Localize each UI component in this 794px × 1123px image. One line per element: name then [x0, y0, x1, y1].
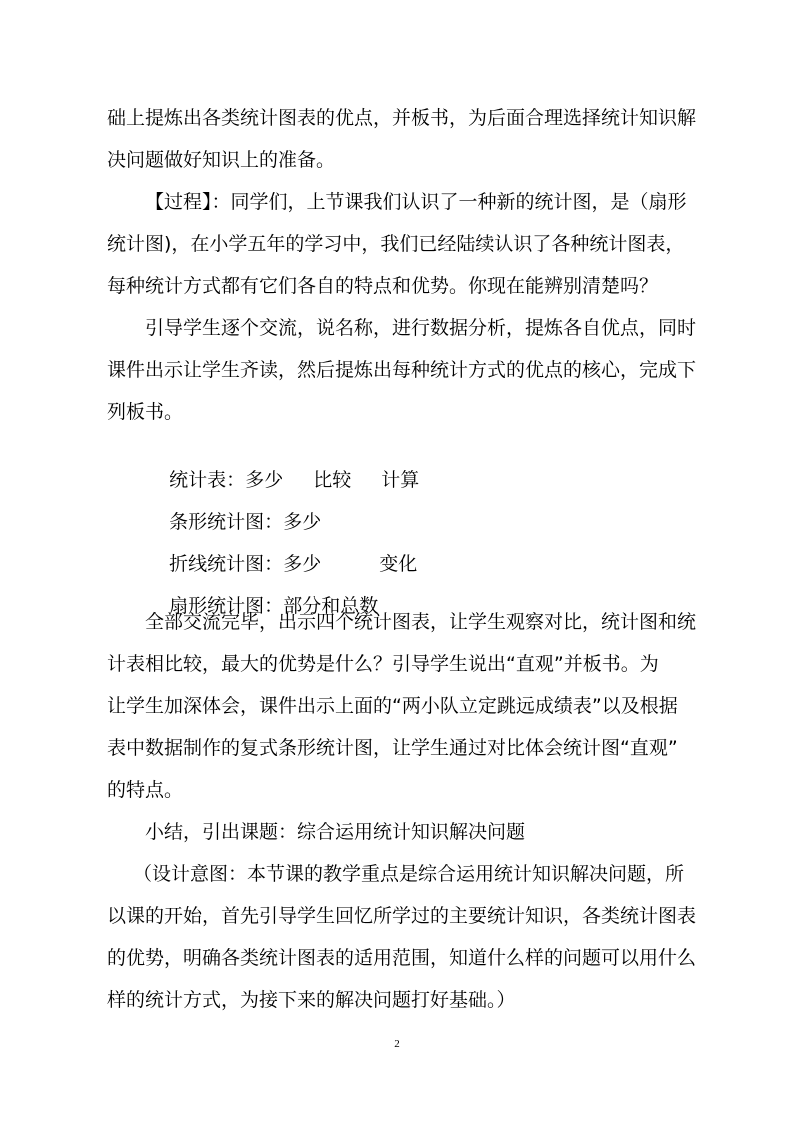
- text-line: 让学生加深体会，课件出示上面的“两小队立定跳远成绩表”以及根据: [107, 695, 678, 717]
- text-line: 表中数据制作的复式条形统计图，让学生通过对比体会统计图“直观”: [107, 737, 678, 759]
- text-line: 课件出示让学生齐读，然后提炼出每种统计方式的优点的核心，完成下: [107, 359, 697, 381]
- board-item: 计算: [381, 469, 420, 491]
- text-line: 统计图)，在小学五年的学习中，我们已经陆续认识了各种统计图表，: [107, 233, 685, 255]
- board-label: 条形统计图：: [169, 511, 284, 533]
- board-item: 多少: [245, 469, 284, 491]
- board-label: 统计表：: [169, 469, 246, 491]
- text-line: 【过程】：同学们，上节课我们认识了一种新的统计图，是（扇形: [145, 191, 687, 213]
- text-line: 的优势，明确各类统计图表的适用范围，知道什么样的问题可以用什么: [107, 947, 697, 969]
- text-line: 以课的开始，首先引导学生回忆所学过的主要统计知识，各类统计图表: [107, 905, 697, 927]
- board-item: 部分和总数: [283, 595, 379, 617]
- board-item: 多少: [283, 511, 322, 533]
- text-line: 每种统计方式都有它们各自的特点和优势。你现在能辨别清楚吗？: [107, 275, 659, 297]
- text-line: 的特点。: [107, 779, 184, 801]
- board-label: 扇形统计图：: [169, 595, 284, 617]
- board-label: 折线统计图：: [169, 553, 284, 575]
- text-line: 计表相比较，最大的优势是什么？引导学生说出“直观”并板书。为: [107, 653, 659, 675]
- text-line: 全部交流完毕，出示四个统计图表，让学生观察对比，统计图和统: [145, 611, 697, 633]
- text-line: 引导学生逐个交流，说名称，进行数据分析，提炼各自优点，同时: [145, 317, 697, 339]
- board-item: 变化: [379, 553, 418, 575]
- board-item: 比较: [313, 469, 352, 491]
- page-number: 2: [394, 1038, 400, 1050]
- text-line: 础上提炼出各类统计图表的优点，并板书，为后面合理选择统计知识解: [107, 107, 697, 129]
- text-line: 列板书。: [107, 401, 184, 423]
- text-line: （设计意图：本节课的教学重点是综合运用统计知识解决问题，所: [133, 863, 685, 885]
- board-item: 多少: [283, 553, 322, 575]
- text-line: 决问题做好知识上的准备。: [107, 149, 336, 171]
- text-line: 小结，引出课题：综合运用统计知识解决问题: [145, 821, 526, 843]
- text-line: 样的统计方式，为接下来的解决问题打好基础。）: [107, 989, 516, 1011]
